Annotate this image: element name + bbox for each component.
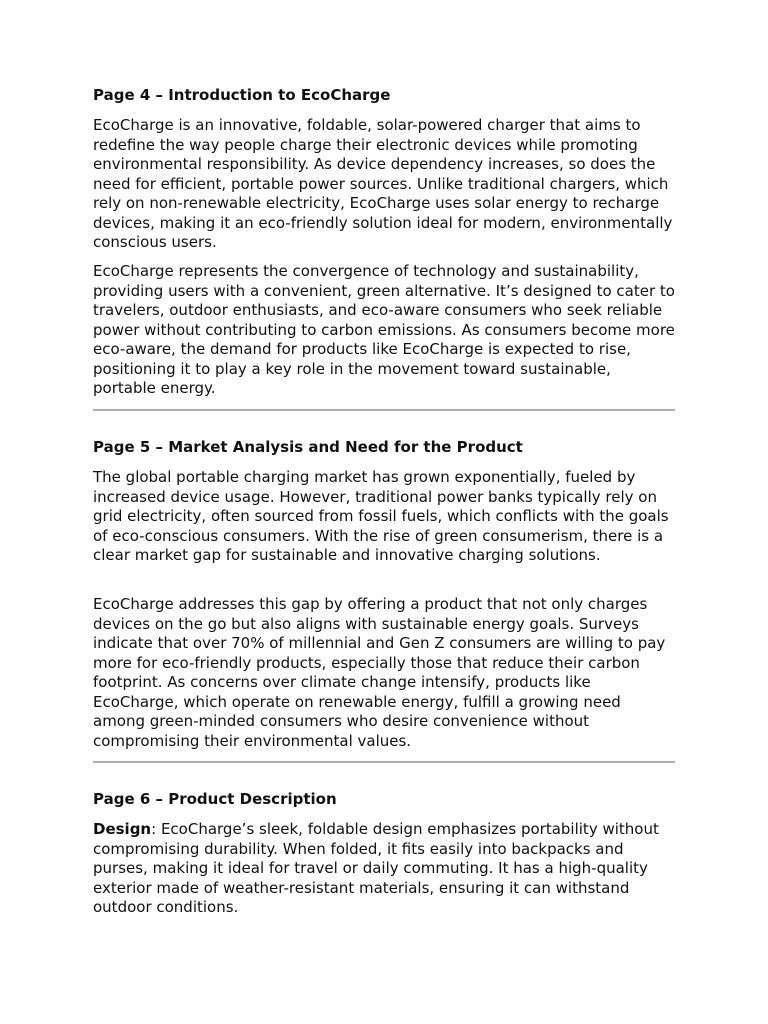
section-title-market-analysis: Page 5 – Market Analysis and Need for the Product (93, 438, 523, 456)
section-divider (93, 409, 675, 411)
design-text: : EcoCharge’s sleek, foldable design emphasizes portability without compromising durability. When folded, it fits easily into backpacks and purses, making it ideal for travel or daily commuting. It has a high-quality exterior made of weather-resistant materials, ensuring it can withstand outdoor conditions. (93, 820, 659, 916)
section-divider (93, 761, 675, 763)
section-title-product-description: Page 6 – Product Description (93, 790, 337, 808)
paragraph-market-analysis-2: EcoCharge addresses this gap by offering a product that not only charges devices on the go but also aligns with sustainable energy goals. Surveys indicate that over 70% of millennial and Gen Z consumers are willing to pay more for eco-friendly products, especially those that reduce their carbon footprint. As concerns over climate change intensify, products like EcoCharge, which operate on renewable energy, fulfill a growing need among green-minded consumers who desire convenience without compromising their environmental values. (93, 595, 666, 750)
paragraph-introduction-1: EcoCharge is an innovative, foldable, solar-powered charger that aims to redefine the way people charge their electronic devices while promoting environmental responsibility. As device dependency increases, so does the need for efficient, portable power sources. Unlike traditional chargers, which rely on non-renewable electricity, EcoCharge uses solar energy to recharge devices, making it an eco-friendly solution ideal for modern, environmentally conscious users. (93, 116, 673, 251)
section-title-introduction: Page 4 – Introduction to EcoCharge (93, 86, 391, 104)
paragraph-market-analysis-1: The global portable charging market has grown exponentially, fueled by increased device usage. However, traditional power banks typically rely on grid electricity, often sourced from fossil fuels, which conflicts with the goals of eco-conscious consumers. With the rise of green consumerism, there is a clear market gap for sustainable and innovative charging solutions. (93, 468, 669, 564)
paragraph-design (93, 820, 675, 918)
design-term: Design (93, 820, 152, 838)
paragraph-introduction-2: EcoCharge represents the convergence of technology and sustainability, providing users with a convenient, green alternative. It’s designed to cater to travelers, outdoor enthusiasts, and eco-aware consumers who seek reliable power without contributing to carbon emissions. As consumers become more eco-aware, the demand for products like EcoCharge is expected to rise, positioning it to play a key role in the movement toward sustainable, portable energy. (93, 262, 675, 397)
